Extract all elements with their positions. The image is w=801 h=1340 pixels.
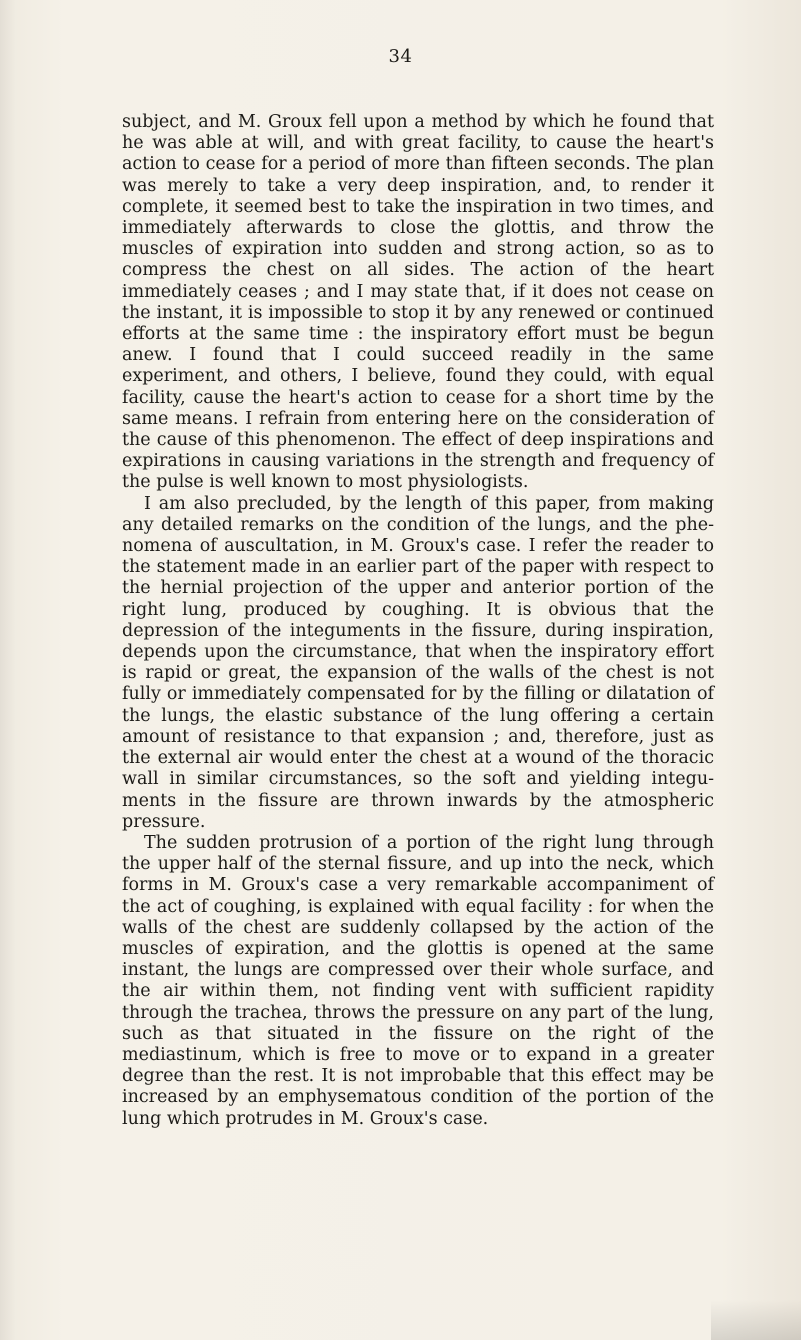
paragraph-1: subject, and M. Groux fell upon a method by which he found that he was able at will, and with great facility, to cause the heart's action to cease for a period of more than fifteen seconds. The plan was merely to take a very deep inspiration, and, to render it complete, it seemed best to take the inspiration in two times, and immediately afterwards to close the glottis, and throw the muscles of expiration into sudden and strong action, so as to compress the chest on all sides. The action of the heart immediately ceases ; and I may state that, if it does not cease on the instant, it is impossible to stop it by any renewed or continued efforts at the same time : the inspiratory effort must be begun anew. I found that I could succeed readily in the same experiment, and others, I believe, found they could, with equal facility, cause the heart's action to cease for a short time by the same means. I refrain from entering here on the consideration of the cause of this phenomenon. The effect of deep inspirations and expirations in causing variations in the strength and frequency of the pulse is well known to most physiologists. bbox=[122, 112, 714, 493]
body-text bbox=[122, 112, 714, 1130]
page-number: 34 bbox=[388, 46, 413, 67]
page-corner-shadow bbox=[711, 1300, 801, 1340]
paragraph-2: I am also precluded, by the length of this paper, from making any detailed remarks on the condition of the lungs, and the phe- nomena of auscultation, in M. Groux's case. I refer the reader to the statement made in an earlier part of the paper with respect to the hernial projection of the upper and anterior portion of the right lung, produced by coughing. It is obvious that the depression of the integuments in the fissure, during inspiration, depends upon the circumstance, that when the inspiratory effort is rapid or great, the expansion of the walls of the chest is not fully or immediately compensated for by the filling or dilatation of the lungs, the elastic substance of the lung offering a certain amount of resistance to that expansion ; and, therefore, just as the external air would enter the chest at a wound of the thoracic wall in similar circumstances, so the soft and yielding integu- ments in the fissure are thrown inwards by the atmospheric pressure. bbox=[122, 493, 714, 832]
page-gutter-shadow bbox=[0, 0, 16, 1340]
paragraph-3: The sudden protrusion of a portion of the right lung through the upper half of the sternal fissure, and up into the neck, which forms in M. Groux's case a very remarkable accompaniment of the act of coughing, is explained with equal facility : for when the walls of the chest are suddenly collapsed by the action of the muscles of expiration, and the glottis is opened at the same instant, the lungs are compressed over their whole surface, and the air within them, not finding vent with sufficient rapidity through the trachea, throws the pressure on any part of the lung, such as that situated in the fissure on the right of the mediastinum, which is free to move or to expand in a greater degree than the rest. It is not improbable that this effect may be increased by an emphysematous condition of the portion of the lung which protrudes in M. Groux's case. bbox=[122, 832, 714, 1129]
